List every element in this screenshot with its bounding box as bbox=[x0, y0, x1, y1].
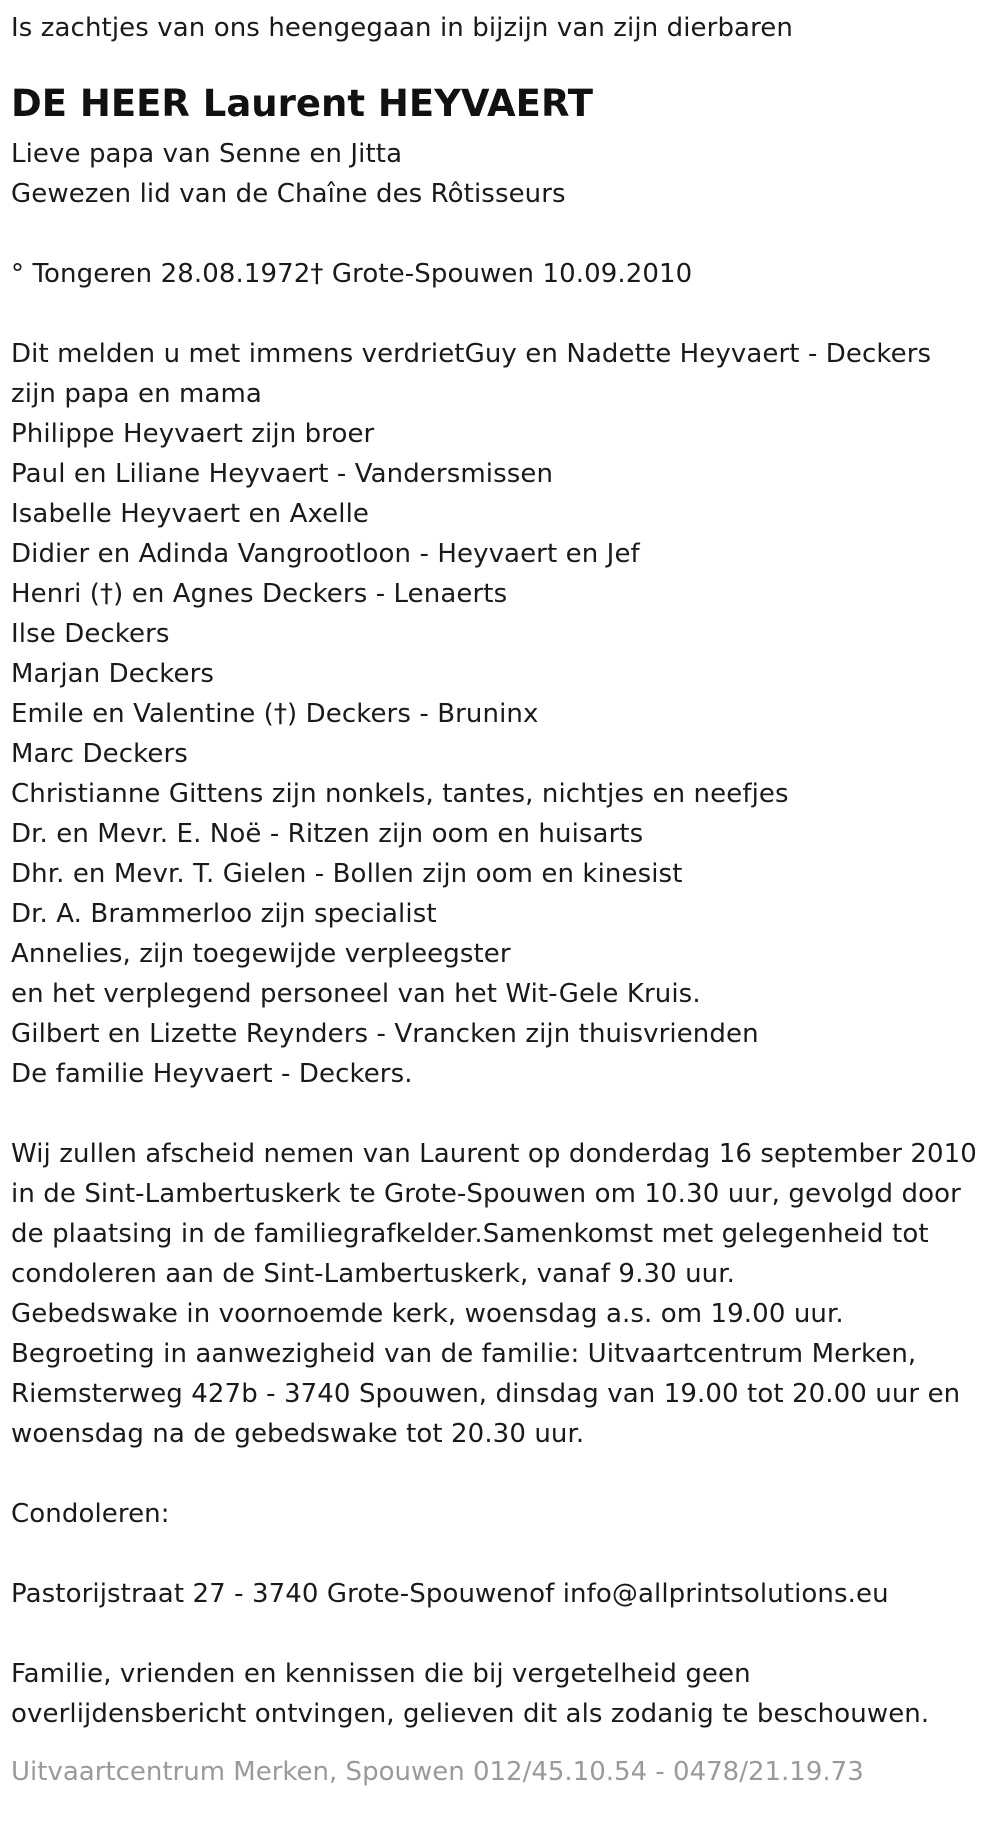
spacer bbox=[11, 1094, 1000, 1134]
mourner-line: zijn papa en mama bbox=[11, 379, 262, 409]
mourner-line: Isabelle Heyvaert en Axelle bbox=[11, 499, 370, 529]
subtitle-line: Gewezen lid van de Chaîne des Rôtisseurs bbox=[11, 179, 566, 209]
notice-line: overlijdensbericht ontvingen, gelieven dit als zodanig te beschouwen. bbox=[11, 1699, 930, 1729]
notice bbox=[11, 1654, 1000, 1734]
ceremony-line: in de Sint-Lambertuskerk te Grote-Spouwen om 10.30 uur, gevolgd door bbox=[11, 1179, 961, 1209]
mourner-line: Dit melden u met immens verdrietGuy en Nadette Heyvaert - Deckers bbox=[11, 339, 932, 369]
condolences-address: Pastorijstraat 27 - 3740 Grote-Spouwenof info@allprintsolutions.eu bbox=[11, 1579, 889, 1609]
mourner-line: Didier en Adinda Vangrootloon - Heyvaert en Jef bbox=[11, 539, 640, 569]
mourner-line: De familie Heyvaert - Deckers. bbox=[11, 1059, 413, 1089]
ceremony-line: de plaatsing in de familiegrafkelder.Samenkomst met gelegenheid tot bbox=[11, 1219, 929, 1249]
spacer bbox=[11, 294, 1000, 334]
mourner-line: Annelies, zijn toegewijde verpleegster bbox=[11, 939, 511, 969]
mourner-line: Paul en Liliane Heyvaert - Vandersmissen bbox=[11, 459, 554, 489]
mourner-line: Dr. en Mevr. E. Noë - Ritzen zijn oom en huisarts bbox=[11, 819, 644, 849]
condolences-label: Condoleren: bbox=[11, 1499, 170, 1529]
mourner-line: Marc Deckers bbox=[11, 739, 188, 769]
subtitle-line: Lieve papa van Senne en Jitta bbox=[11, 139, 403, 169]
mourner-line: Christianne Gittens zijn nonkels, tantes, nichtjes en neefjes bbox=[11, 779, 789, 809]
ceremony-line: woensdag na de gebedswake tot 20.30 uur. bbox=[11, 1419, 585, 1449]
mourner-line: Ilse Deckers bbox=[11, 619, 170, 649]
ceremony-line: Wij zullen afscheid nemen van Laurent op donderdag 16 september 2010 bbox=[11, 1139, 977, 1169]
mourner-line: Marjan Deckers bbox=[11, 659, 215, 689]
mourner-line: Henri (†) en Agnes Deckers - Lenaerts bbox=[11, 579, 508, 609]
mourner-line: Dr. A. Brammerloo zijn specialist bbox=[11, 899, 437, 929]
spacer bbox=[11, 1614, 1000, 1654]
ceremony-line: Begroeting in aanwezigheid van de familie: Uitvaartcentrum Merken, bbox=[11, 1339, 917, 1369]
spacer bbox=[11, 1454, 1000, 1494]
ceremony-line: condoleren aan de Sint-Lambertuskerk, vanaf 9.30 uur. bbox=[11, 1259, 736, 1289]
birth-death-dates: ° Tongeren 28.08.1972† Grote-Spouwen 10.09.2010 bbox=[11, 259, 693, 289]
funeral-home-footer: Uitvaartcentrum Merken, Spouwen 012/45.10.54 - 0478/21.19.73 bbox=[11, 1757, 864, 1787]
intro-text: Is zachtjes van ons heengegaan in bijzijn van zijn dierbaren bbox=[11, 13, 793, 43]
mourner-line: Dhr. en Mevr. T. Gielen - Bollen zijn oom en kinesist bbox=[11, 859, 683, 889]
mourner-line: Philippe Heyvaert zijn broer bbox=[11, 419, 375, 449]
spacer bbox=[11, 1534, 1000, 1574]
mourner-line: Gilbert en Lizette Reynders - Vrancken zijn thuisvrienden bbox=[11, 1019, 759, 1049]
mourner-line: en het verplegend personeel van het Wit-Gele Kruis. bbox=[11, 979, 701, 1009]
spacer bbox=[11, 214, 1000, 254]
notice-line: Familie, vrienden en kennissen die bij vergetelheid geen bbox=[11, 1659, 751, 1689]
ceremony-line: Riemsterweg 427b - 3740 Spouwen, dinsdag van 19.00 tot 20.00 uur en bbox=[11, 1379, 961, 1409]
ceremony-details bbox=[11, 1134, 1000, 1454]
mourners-list bbox=[11, 334, 1000, 1094]
deceased-name: DE HEER Laurent HEYVAERT bbox=[11, 82, 594, 125]
ceremony-line: Gebedswake in voornoemde kerk, woensdag a.s. om 19.00 uur. bbox=[11, 1299, 844, 1329]
mourner-line: Emile en Valentine (†) Deckers - Bruninx bbox=[11, 699, 539, 729]
